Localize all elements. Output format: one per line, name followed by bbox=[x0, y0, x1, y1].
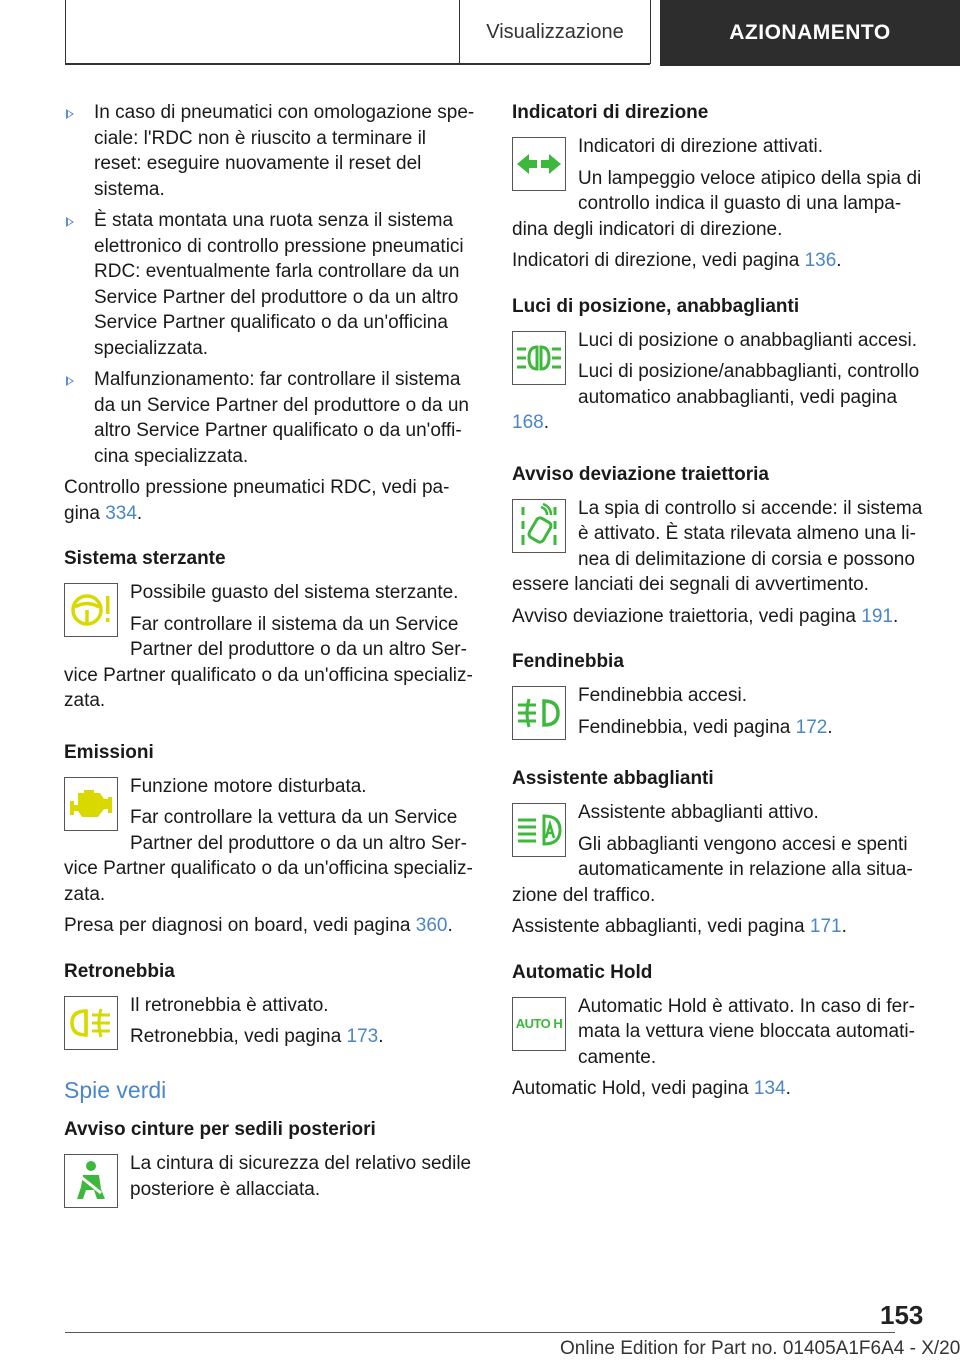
section-title: Avviso deviazione traiettoria bbox=[512, 463, 769, 485]
fog-reference: Fendinebbia, vedi pagina 172. bbox=[578, 716, 833, 738]
auto-hold-icon bbox=[512, 997, 566, 1051]
section-title: Avviso cinture per sedili posteriori bbox=[64, 1119, 376, 1140]
text-line: La spia di controllo si accende: il sistema è attivato. È stata rilevata almeno una linea di delimitazione di corsia e possono essere lanciati dei segnali di avvertimento. bbox=[512, 497, 923, 595]
section-title: Retronebbia bbox=[64, 960, 175, 982]
fog-section bbox=[512, 649, 926, 746]
green-lights-heading: Spie verdi bbox=[64, 1076, 167, 1103]
bullet-item: È stata montata una ruota senza il sistema elettronico di controllo pressione pneumatici RDC: eventualmente farla controllare da un Service Partner del produttore o da un altro Service Partner qualificato o da un'officina specializzata. bbox=[64, 208, 478, 361]
position-lights-icon bbox=[512, 331, 566, 385]
page-number: 153 bbox=[880, 1300, 924, 1330]
highbeam-reference: Assistente abbaglianti, vedi pagina 171. bbox=[512, 916, 847, 937]
rearfog-reference: Retronebbia, vedi pagina 173. bbox=[130, 1026, 384, 1047]
steering-warning-icon bbox=[64, 583, 118, 637]
steering-section bbox=[64, 546, 478, 720]
page-link[interactable]: 136 bbox=[804, 250, 837, 271]
front-fog-icon bbox=[512, 686, 566, 740]
section-title: Assistente abbaglianti bbox=[512, 768, 714, 789]
page-header bbox=[0, 0, 960, 66]
page-link[interactable]: 173 bbox=[346, 1026, 379, 1047]
page-link[interactable]: 171 bbox=[809, 916, 842, 937]
emissions-section bbox=[64, 740, 478, 939]
turn-section bbox=[512, 100, 926, 274]
seatbelt-section bbox=[64, 1117, 478, 1212]
turn-reference: Indicatori di direzione, vedi pagina 136. bbox=[512, 250, 842, 271]
auto-hold-icon-label: AUTO H bbox=[515, 1015, 563, 1031]
text-line: Indicatori di direzione attivati. bbox=[578, 136, 824, 157]
text-line: Far controllare la vettura da un Service Partner del produttore o da un altro Service Partner qualificato o da un'officina specializzata. bbox=[64, 807, 473, 905]
section-title: Fendinebbia bbox=[512, 651, 624, 672]
page-link[interactable]: 134 bbox=[753, 1078, 786, 1099]
lights-section bbox=[512, 294, 926, 442]
section-title: Automatic Hold bbox=[512, 961, 653, 983]
page-link[interactable]: 172 bbox=[795, 716, 828, 738]
bullet-item: In caso di pneumatici con omologazione speciale: l'RDC non è riuscito a terminare il reset: eseguire nuovamente il reset del sistema. bbox=[64, 100, 478, 202]
right-column bbox=[512, 100, 926, 1108]
autohold-section bbox=[512, 960, 926, 1102]
emissions-reference: Presa per diagnosi on board, vedi pagina 360. bbox=[64, 915, 453, 936]
page-link[interactable]: 168 bbox=[512, 412, 544, 433]
section-tab: Visualizzazione bbox=[459, 0, 651, 64]
left-column bbox=[64, 100, 478, 1212]
page-link[interactable]: 334 bbox=[105, 502, 137, 524]
text-line: Luci di posizione o anabbaglianti accesi. bbox=[578, 329, 918, 351]
turn-signal-icon bbox=[512, 137, 566, 191]
page-link[interactable]: 191 bbox=[861, 605, 893, 627]
section-title: Sistema sterzante bbox=[64, 548, 226, 569]
text-line: Automatic Hold è attivato. In caso di fermata la vettura viene bloccata automaticamente. bbox=[578, 995, 915, 1068]
rear-fog-icon bbox=[64, 996, 118, 1050]
text-line: Fendinebbia accesi. bbox=[578, 685, 747, 706]
section-title: Emissioni bbox=[64, 741, 154, 763]
text-line: Funzione motore disturbata. bbox=[130, 775, 367, 797]
footer-rule bbox=[65, 1332, 895, 1333]
text-line: Il retronebbia è attivato. bbox=[130, 994, 329, 1016]
chapter-tab: AZIONAMENTO bbox=[660, 0, 960, 66]
text-line: La cintura di sicurezza del relativo sedile posteriore è allacciata. bbox=[130, 1153, 472, 1200]
section-title: Indicatori di direzione bbox=[512, 102, 709, 123]
engine-warning-icon bbox=[64, 777, 118, 831]
page-link[interactable]: 360 bbox=[415, 915, 448, 936]
edition-note: Online Edition for Part no. 01405A1F6A4 - X/20 bbox=[560, 1338, 960, 1359]
section-title: Luci di posizione, anabbaglianti bbox=[512, 295, 800, 317]
text-line: Assistente abbaglianti attivo. bbox=[578, 802, 819, 823]
highbeam-section bbox=[512, 766, 926, 940]
lights-reference: Luci di posizione/anabbaglianti, controllo automatico anabbaglianti, vedi pagina 168. bbox=[512, 361, 920, 433]
lane-section bbox=[512, 462, 926, 630]
lane-departure-icon bbox=[512, 499, 566, 553]
rearfog-section bbox=[64, 959, 478, 1056]
text-line: Far controllare il sistema da un Service Partner del produttore o da un altro Service Partner qualificato o da un'officina specializzata. bbox=[64, 613, 473, 711]
high-beam-assist-icon bbox=[512, 803, 566, 857]
header-left-rule bbox=[65, 0, 66, 64]
bullet-item: Malfunzionamento: far controllare il sistema da un Service Partner del produttore o da un altro Service Partner qualificato o da un'officina specializzata. bbox=[64, 367, 478, 469]
rdc-reference: Controllo pressione pneumatici RDC, vedi pagina 334. bbox=[64, 477, 450, 524]
text-line: Possibile guasto del sistema sterzante. bbox=[130, 582, 459, 603]
text-line: Gli abbaglianti vengono accesi e spenti automaticamente in relazione alla situazione del traffico. bbox=[512, 833, 913, 906]
autohold-reference: Automatic Hold, vedi pagina 134. bbox=[512, 1078, 791, 1099]
text-line: Un lampeggio veloce atipico della spia di controllo indica il guasto di una lampadina degli indicatori di direzione. bbox=[512, 167, 922, 240]
seatbelt-icon bbox=[64, 1154, 118, 1208]
lane-reference: Avviso deviazione traiettoria, vedi pagina 191. bbox=[512, 605, 899, 627]
